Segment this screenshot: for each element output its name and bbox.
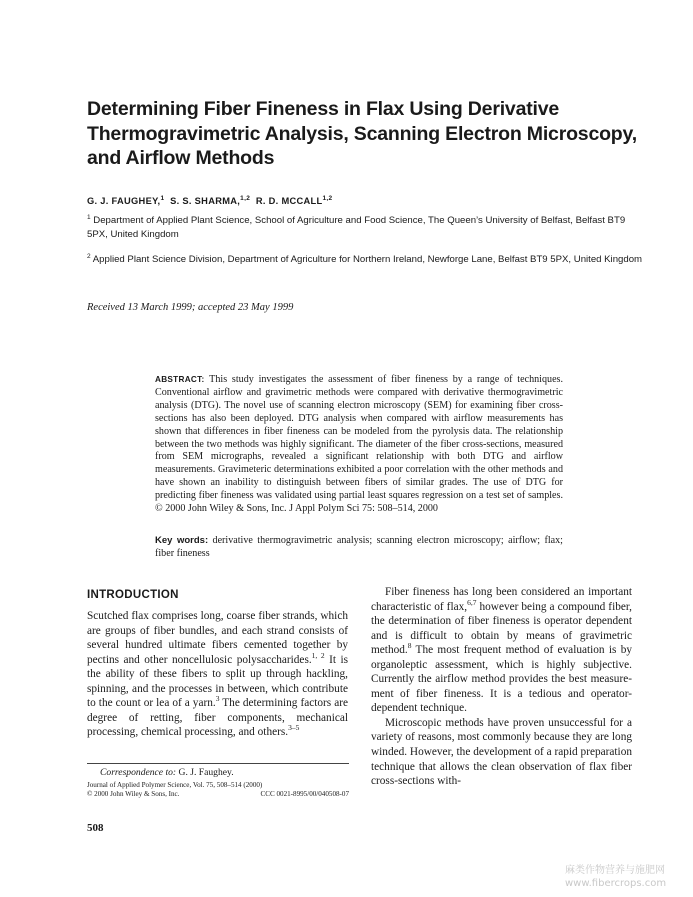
- paragraph: [371, 585, 632, 716]
- abstract-text: This study investigates the assessment of fiber fineness by a range of techniques. Conventional airflow and gravimetric methods were compared with derivative thermogravimetric analysis (DTG). The novel use of scanning electron microscopy (SEM) for examining fiber cross-sections has also been deployed. DTG analysis when compared with airflow measurements has shown that differences in fiber fineness can be modeled from the pyrolysis data. The relationship between the two methods was highly significant. The diameter of the fiber cross-sections, measured from SEM micrographs, revealed a significant relationship with both DTG and airflow measurements. Gravimeteric determinations exhibited a poor correlation with the other methods and have shown an inability to distinguish between fibers of similar grades. The use of DTG for predicting fiber fineness was validated using partial least squares regression on a test set of samples. © 2000 John Wiley & Sons, Inc. J Appl Polym Sci 75: 508–514, 2000: [155, 374, 563, 515]
- paragraph: Microscopic methods have proven unsuccessful for a variety of reasons, most commonly because they are long winded. However, the development of a rapid preparation technique that allows the clean observation of flax fiber cross-sections with-: [371, 716, 632, 788]
- paragraph-text: It is the ability of these fibers to split up through hackling, spinning, and the processes in between, which contribute to the count or lea of a yarn.: [87, 653, 348, 710]
- author-affiliation-mark: 1: [160, 195, 165, 202]
- affiliation-text: Department of Applied Plant Science, School of Agriculture and Food Science, The Queen’s University of Belfast, Belfast BT9 5PX, United Kingdom: [87, 215, 626, 241]
- section-heading-introduction: INTRODUCTION: [87, 589, 179, 601]
- affiliation: [87, 211, 647, 242]
- copyright-row: [87, 790, 349, 798]
- paragraph-text: The determining factors are degree of retting, fiber components, mechanical processing, chemical processing, and others.: [87, 697, 348, 739]
- right-column: [371, 585, 632, 789]
- paper-title: Determining Fiber Fineness in Flax Using Derivative Thermogravimetric Analysis, Scanning Electron Microscopy, and Airflow Methods: [87, 98, 637, 169]
- paragraph: [87, 609, 348, 740]
- paragraph-text: Scutched flax comprises long, coarse fiber strands, which are groups of fiber bundles, and each strand consists of several hundred ultimate fibers cemented together by pectins and other noncellulosic polysaccharides.: [87, 610, 348, 666]
- affiliation-text: Applied Plant Science Division, Department of Agriculture for Northern Ireland, Newforge Lane, Belfast BT9 5PX, United Kingdom: [92, 254, 643, 266]
- affiliation: [87, 250, 647, 267]
- paragraph-text: The most frequent method of evaluation is by organoleptic assessment, which is highly subjective. Currently the airflow method provides the best measurement of fiber fineness. It is a tedious and operator-dependent technique.: [371, 644, 632, 715]
- footnote-divider: [87, 763, 349, 764]
- citation-mark: 3: [215, 694, 220, 704]
- keywords-text: derivative thermogravimetric analysis; scanning electron microscopy; airflow; flax; fiber fineness: [155, 535, 563, 559]
- page-number: 508: [87, 822, 104, 834]
- author-affiliation-mark: 1,2: [240, 195, 251, 202]
- keywords-label: Key words:: [155, 535, 209, 546]
- citation-mark: 6,7: [467, 597, 477, 607]
- correspondence-footnote: [100, 767, 234, 778]
- copyright-text: © 2000 John Wiley & Sons, Inc.: [87, 790, 180, 798]
- ccc-code: CCC 0021-8995/00/040508-07: [260, 790, 349, 798]
- journal-citation: Journal of Applied Polymer Science, Vol. 75, 508–514 (2000): [87, 781, 263, 789]
- left-column: [87, 609, 348, 740]
- author-name: G. J. FAUGHEY,: [87, 196, 161, 207]
- paragraph-text: however being a compound fiber, the determination of fiber fineness is operator dependent and is difficult to obtain by means of gravimetric method.: [371, 600, 633, 657]
- correspondence-name: G. J. Faughey.: [178, 767, 234, 778]
- citation-mark: 8: [407, 641, 412, 651]
- author-name: S. S. SHARMA,: [170, 196, 241, 207]
- author-list: [87, 195, 332, 206]
- abstract: [155, 374, 563, 516]
- watermark-line: 麻类作物营养与施肥网: [565, 865, 665, 876]
- keywords: [155, 535, 563, 561]
- affiliation-mark: 1: [87, 214, 91, 221]
- citation-mark: 3–5: [288, 723, 300, 733]
- watermark-line: www.fibercrops.com: [565, 878, 667, 889]
- citation-mark: 1, 2: [311, 650, 325, 660]
- author-name: R. D. MCCALL: [255, 196, 323, 207]
- author-affiliation-mark: 1,2: [322, 195, 333, 202]
- received-dates: Received 13 March 1999; accepted 23 May 1999: [87, 302, 294, 313]
- affiliation-mark: 2: [87, 253, 91, 260]
- paragraph-text: Fiber fineness has long been considered an important characteristic of flax,: [371, 586, 632, 613]
- correspondence-label: Correspondence to:: [100, 767, 177, 778]
- watermark: [565, 864, 666, 890]
- abstract-label: ABSTRACT:: [155, 375, 205, 384]
